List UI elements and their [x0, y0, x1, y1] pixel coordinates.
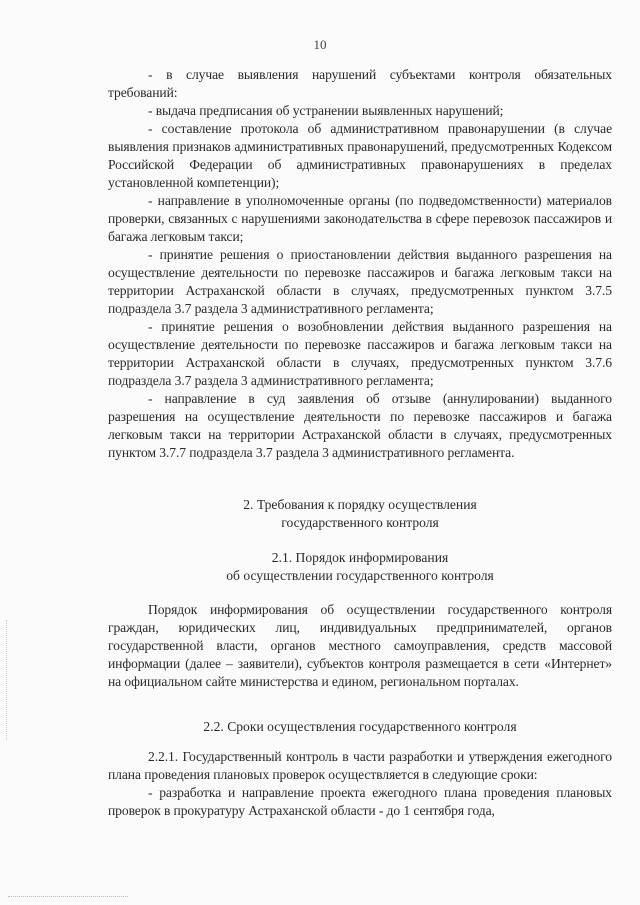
scan-bottom-artifact: [8, 896, 128, 898]
section-2-1-body: [108, 601, 612, 691]
list-item: - принятие решения о приостановлении действия выданного разрешения на осуществление деятельности по перевозке пассажиров и багажа легковым такси на территории Астраханской области в случаях, предусмотренных пунктом 3.7.5 подраздела 3.7 раздела 3 административного регламента;: [108, 247, 612, 316]
section-2-heading: [108, 496, 612, 532]
paragraph: Порядок информирования об осуществлении государственного контроля граждан, юридических лиц, индивидуальных предпринимателей, органов государственной власти, органов местного самоуправления, средств массовой информации (далее – заявители), субъектов контроля размещается в сети «Интернет» на официальном сайте министерства и едином, региональном порталах.: [108, 602, 612, 689]
heading-line: 2.2. Сроки осуществления государственного контроля: [203, 719, 517, 734]
section-2-1-heading: [108, 549, 612, 585]
list-item: - направление в уполномоченные органы (по подведомственности) материалов проверки, связанных с нарушениями законодательства в сфере перевозок пассажиров и багажа легковым такси;: [108, 193, 612, 244]
list-item: - в случае выявления нарушений субъектами контроля обязательных требований:: [108, 67, 612, 100]
heading-line: 2. Требования к порядку осуществления: [243, 497, 477, 512]
heading-line: 2.1. Порядок информирования: [271, 550, 449, 565]
list-item: - составление протокола об административном правонарушении (в случае выявления признаков административных правонарушений, предусмотренных Кодексом Российской Федерации об административных правонарушениях в пределах установленной компетенции);: [108, 121, 612, 190]
list-item: - разработка и направление проекта ежегодного плана проведения плановых проверок в прокуратуру Астраханской области - до 1 сентября года,: [108, 785, 612, 818]
control-measures-list: [108, 66, 612, 462]
page-number: 10: [313, 37, 327, 52]
list-item: - выдача предписания об устранении выявленных нарушений;: [148, 103, 504, 118]
section-2-2-heading: [108, 718, 612, 736]
section-2-2-body: [108, 748, 612, 820]
heading-line: об осуществлении государственного контроля: [226, 568, 494, 583]
scan-margin-artifact: [6, 620, 8, 740]
paragraph: 2.2.1. Государственный контроль в части разработки и утверждения ежегодного плана проведения плановых проверок осуществляется в следующие сроки:: [108, 749, 612, 782]
heading-line: государственного контроля: [281, 515, 439, 530]
list-item: - направление в суд заявления об отзыве (аннулировании) выданного разрешения на осуществление деятельности по перевозке пассажиров и багажа легковым такси на территории Астраханской области в случаях, предусмотренных пунктом 3.7.7 подраздела 3.7 раздела 3 административного регламента.: [108, 391, 612, 460]
list-item: - принятие решения о возобновлении действия выданного разрешения на осуществление деятельности по перевозке пассажиров и багажа легковым такси на территории Астраханской области в случаях, предусмотренных пунктом 3.7.6 подраздела 3.7 раздела 3 административного регламента;: [108, 319, 612, 388]
